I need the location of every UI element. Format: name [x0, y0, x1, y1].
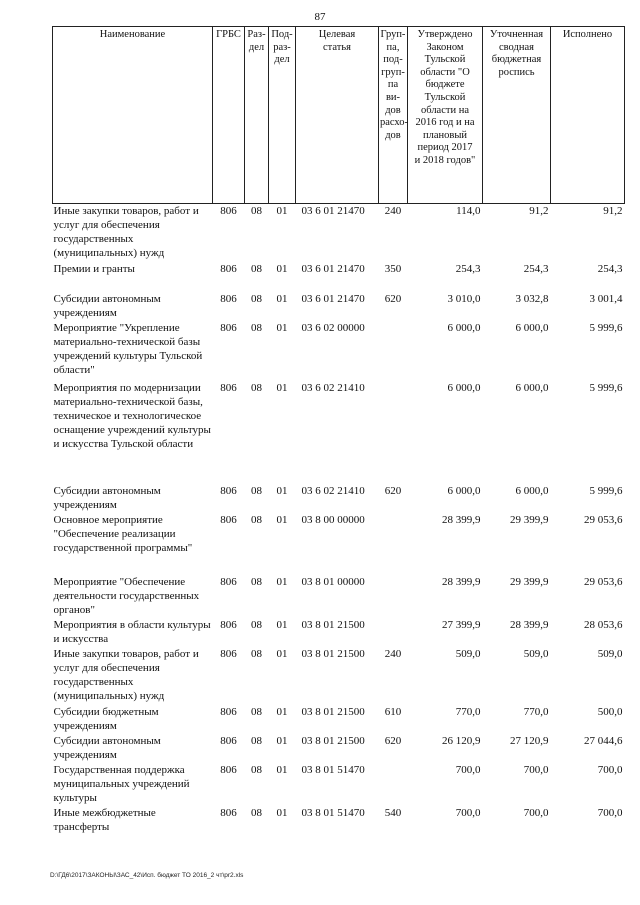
- cell-approved: 700,0: [455, 763, 481, 776]
- cell-name: Мероприятия в области культуры и искусства: [53, 618, 211, 645]
- cell-approved: 509,0: [455, 647, 481, 660]
- page-number: 87: [314, 11, 326, 23]
- header-vid-rashodov: Груп- па, под- груп- па ви- дов расхо- дов: [379, 27, 408, 204]
- cell-specified: 700,0: [523, 763, 549, 776]
- cell-vr: 240: [384, 205, 402, 217]
- cell-vr: [379, 763, 408, 806]
- cell-name: Мероприятия по модернизации материально-технической базы, техническое и технологическое оснащение учреждений культуры и искусства Тульской области: [53, 381, 211, 450]
- cell-rz: 08: [251, 575, 262, 588]
- cell-approved: 6 000,0: [447, 381, 481, 394]
- cell-cs: 03 6 01 21470: [301, 205, 365, 217]
- cell-name: Премии и гранты: [53, 262, 135, 275]
- budget-table: [52, 26, 625, 841]
- cell-executed: 509,0: [597, 647, 623, 660]
- header-ispolneno: Исполнено: [551, 27, 625, 204]
- cell-cs: 03 6 02 21410: [301, 381, 365, 394]
- cell-vr: 620: [384, 484, 402, 497]
- cell-rz: 08: [251, 321, 262, 334]
- cell-grbs: 806: [220, 484, 237, 497]
- cell-specified: 6 000,0: [515, 484, 549, 497]
- cell-specified: 28 399,9: [510, 618, 549, 631]
- cell-executed: 29 053,6: [584, 575, 623, 588]
- table-row: [53, 734, 625, 763]
- cell-pr: 01: [276, 575, 288, 588]
- cell-rz: 08: [251, 262, 262, 275]
- cell-rz: 08: [251, 381, 262, 394]
- cell-cs: 03 8 01 21500: [301, 734, 365, 747]
- cell-pr: 01: [276, 513, 288, 526]
- cell-vr: 540: [384, 806, 402, 819]
- cell-specified: 29 399,9: [510, 513, 549, 526]
- cell-pr: 01: [276, 763, 288, 776]
- cell-approved: 28 399,9: [442, 513, 481, 526]
- header-name: Наименование: [53, 27, 213, 204]
- cell-rz: 08: [251, 292, 262, 305]
- cell-vr: [379, 381, 408, 484]
- cell-pr: 01: [276, 262, 288, 275]
- cell-grbs: 806: [220, 806, 237, 819]
- table-header-row: [53, 27, 625, 204]
- cell-executed: 3 001,4: [589, 292, 623, 305]
- cell-grbs: 806: [220, 321, 237, 334]
- cell-grbs: 806: [220, 618, 237, 631]
- cell-grbs: 806: [220, 647, 237, 660]
- cell-name: Субсидии автономным учреждениям: [53, 292, 161, 319]
- cell-approved: 28 399,9: [442, 575, 481, 588]
- cell-rz: 08: [251, 484, 262, 497]
- cell-approved: 700,0: [455, 806, 481, 819]
- cell-pr: 01: [276, 292, 288, 305]
- cell-cs: 03 8 01 51470: [301, 806, 365, 819]
- cell-approved: 254,3: [455, 262, 481, 275]
- header-utochnennaya: Уточненная сводная бюджетная роспись: [483, 27, 551, 204]
- cell-grbs: 806: [220, 575, 237, 588]
- cell-specified: 254,3: [523, 262, 549, 275]
- header-utverzhdeno: Утверждено Законом Тульской области "О бюджете Тульской области на 2016 год и на плановый период 2017 и 2018 годов": [408, 27, 483, 204]
- cell-pr: 01: [276, 618, 288, 631]
- table-row: [53, 262, 625, 292]
- cell-pr: 01: [276, 647, 288, 660]
- cell-pr: 01: [276, 806, 288, 819]
- table-row: [53, 618, 625, 647]
- cell-approved: 114,0: [456, 205, 481, 217]
- cell-executed: 5 999,6: [589, 381, 623, 394]
- cell-name: Основное мероприятие "Обеспечение реализации государственной программы": [53, 513, 193, 554]
- cell-specified: 3 032,8: [515, 292, 549, 305]
- cell-specified: 6 000,0: [515, 321, 549, 334]
- cell-grbs: 806: [220, 734, 237, 747]
- cell-approved: 3 010,0: [447, 292, 481, 305]
- table-row: [53, 204, 625, 262]
- cell-cs: 03 8 01 21500: [301, 705, 365, 718]
- header-grbs: ГРБС: [213, 27, 245, 204]
- cell-rz: 08: [251, 806, 262, 819]
- cell-rz: 08: [251, 205, 262, 217]
- table-row: [53, 321, 625, 381]
- cell-grbs: 806: [220, 763, 237, 776]
- cell-name: Мероприятие "Укрепление материально-технической базы учреждений культуры Тульской области": [53, 321, 203, 376]
- cell-cs: 03 6 02 21410: [301, 484, 365, 497]
- cell-vr: 620: [384, 734, 402, 747]
- cell-vr: 620: [384, 292, 402, 305]
- table-row: [53, 705, 625, 734]
- cell-pr: 01: [276, 484, 288, 497]
- cell-grbs: 806: [220, 381, 237, 394]
- cell-name: Субсидии автономным учреждениям: [53, 484, 161, 511]
- cell-name: Иные закупки товаров, работ и услуг для обеспечения государственных (муниципальных) нужд: [53, 205, 199, 259]
- cell-grbs: 806: [220, 705, 237, 718]
- cell-pr: 01: [276, 321, 288, 334]
- cell-executed: 5 999,6: [589, 321, 623, 334]
- cell-grbs: 806: [220, 262, 237, 275]
- cell-executed: 28 053,6: [584, 618, 623, 631]
- cell-vr: [379, 321, 408, 381]
- cell-cs: 03 8 01 00000: [301, 575, 365, 588]
- cell-executed: 500,0: [597, 705, 623, 718]
- cell-grbs: 806: [220, 205, 237, 217]
- cell-rz: 08: [251, 705, 262, 718]
- table-row: [53, 292, 625, 321]
- file-path-footer: D:\ГД6\2017\ЗАКОНЫ\ЗАС_42\Исп. бюджет ТО 2016_2 чт\pr2.xls: [50, 872, 244, 879]
- cell-vr: [379, 575, 408, 618]
- cell-rz: 08: [251, 763, 262, 776]
- cell-rz: 08: [251, 618, 262, 631]
- cell-rz: 08: [251, 734, 262, 747]
- table-row: [53, 513, 625, 575]
- table-row: [53, 575, 625, 618]
- cell-grbs: 806: [220, 292, 237, 305]
- header-razdel: Раз- дел: [245, 27, 269, 204]
- table-row: [53, 763, 625, 806]
- cell-specified: 509,0: [523, 647, 549, 660]
- cell-specified: 700,0: [523, 806, 549, 819]
- table-row: [53, 647, 625, 705]
- cell-pr: 01: [276, 205, 288, 217]
- cell-rz: 08: [251, 647, 262, 660]
- cell-pr: 01: [276, 734, 288, 747]
- table-row: [53, 484, 625, 513]
- cell-cs: 03 6 02 00000: [301, 321, 365, 334]
- cell-approved: 770,0: [455, 705, 481, 718]
- table-row: [53, 381, 625, 484]
- cell-vr: [379, 618, 408, 647]
- cell-name: Субсидии бюджетным учреждениям: [53, 705, 159, 732]
- cell-executed: 254,3: [597, 262, 623, 275]
- cell-cs: 03 8 01 21500: [301, 647, 365, 660]
- cell-executed: 29 053,6: [584, 513, 623, 526]
- cell-cs: 03 6 01 21470: [301, 262, 365, 275]
- cell-approved: 26 120,9: [442, 734, 481, 747]
- cell-vr: 350: [384, 262, 402, 275]
- header-podrazdel: Под- раз- дел: [269, 27, 296, 204]
- cell-approved: 27 399,9: [442, 618, 481, 631]
- header-celevaya-statya: Целевая статья: [296, 27, 379, 204]
- cell-specified: 770,0: [523, 705, 549, 718]
- cell-specified: 91,2: [529, 205, 549, 217]
- cell-grbs: 806: [220, 513, 237, 526]
- cell-executed: 5 999,6: [589, 484, 623, 497]
- cell-name: Иные закупки товаров, работ и услуг для обеспечения государственных (муниципальных) нужд: [53, 647, 199, 702]
- cell-cs: 03 6 01 21470: [301, 292, 365, 305]
- cell-name: Государственная поддержка муниципальных учреждений культуры: [53, 763, 190, 804]
- cell-rz: 08: [251, 513, 262, 526]
- cell-cs: 03 8 01 51470: [301, 763, 365, 776]
- cell-name: Субсидии автономным учреждениям: [53, 734, 161, 761]
- cell-cs: 03 8 00 00000: [301, 513, 365, 526]
- cell-specified: 6 000,0: [515, 381, 549, 394]
- cell-specified: 27 120,9: [510, 734, 549, 747]
- cell-name: Иные межбюджетные трансферты: [53, 806, 156, 833]
- cell-pr: 01: [276, 705, 288, 718]
- cell-vr: [379, 513, 408, 575]
- cell-specified: 29 399,9: [510, 575, 549, 588]
- cell-executed: 700,0: [597, 763, 623, 776]
- cell-executed: 700,0: [597, 806, 623, 819]
- cell-pr: 01: [276, 381, 288, 394]
- cell-vr: 610: [384, 705, 402, 718]
- cell-executed: 27 044,6: [584, 734, 623, 747]
- cell-name: Мероприятие "Обеспечение деятельности государственных органов": [53, 575, 200, 616]
- table-row: [53, 806, 625, 841]
- cell-approved: 6 000,0: [447, 321, 481, 334]
- cell-approved: 6 000,0: [447, 484, 481, 497]
- cell-executed: 91,2: [603, 205, 623, 217]
- cell-vr: 240: [384, 647, 402, 660]
- cell-cs: 03 8 01 21500: [301, 618, 365, 631]
